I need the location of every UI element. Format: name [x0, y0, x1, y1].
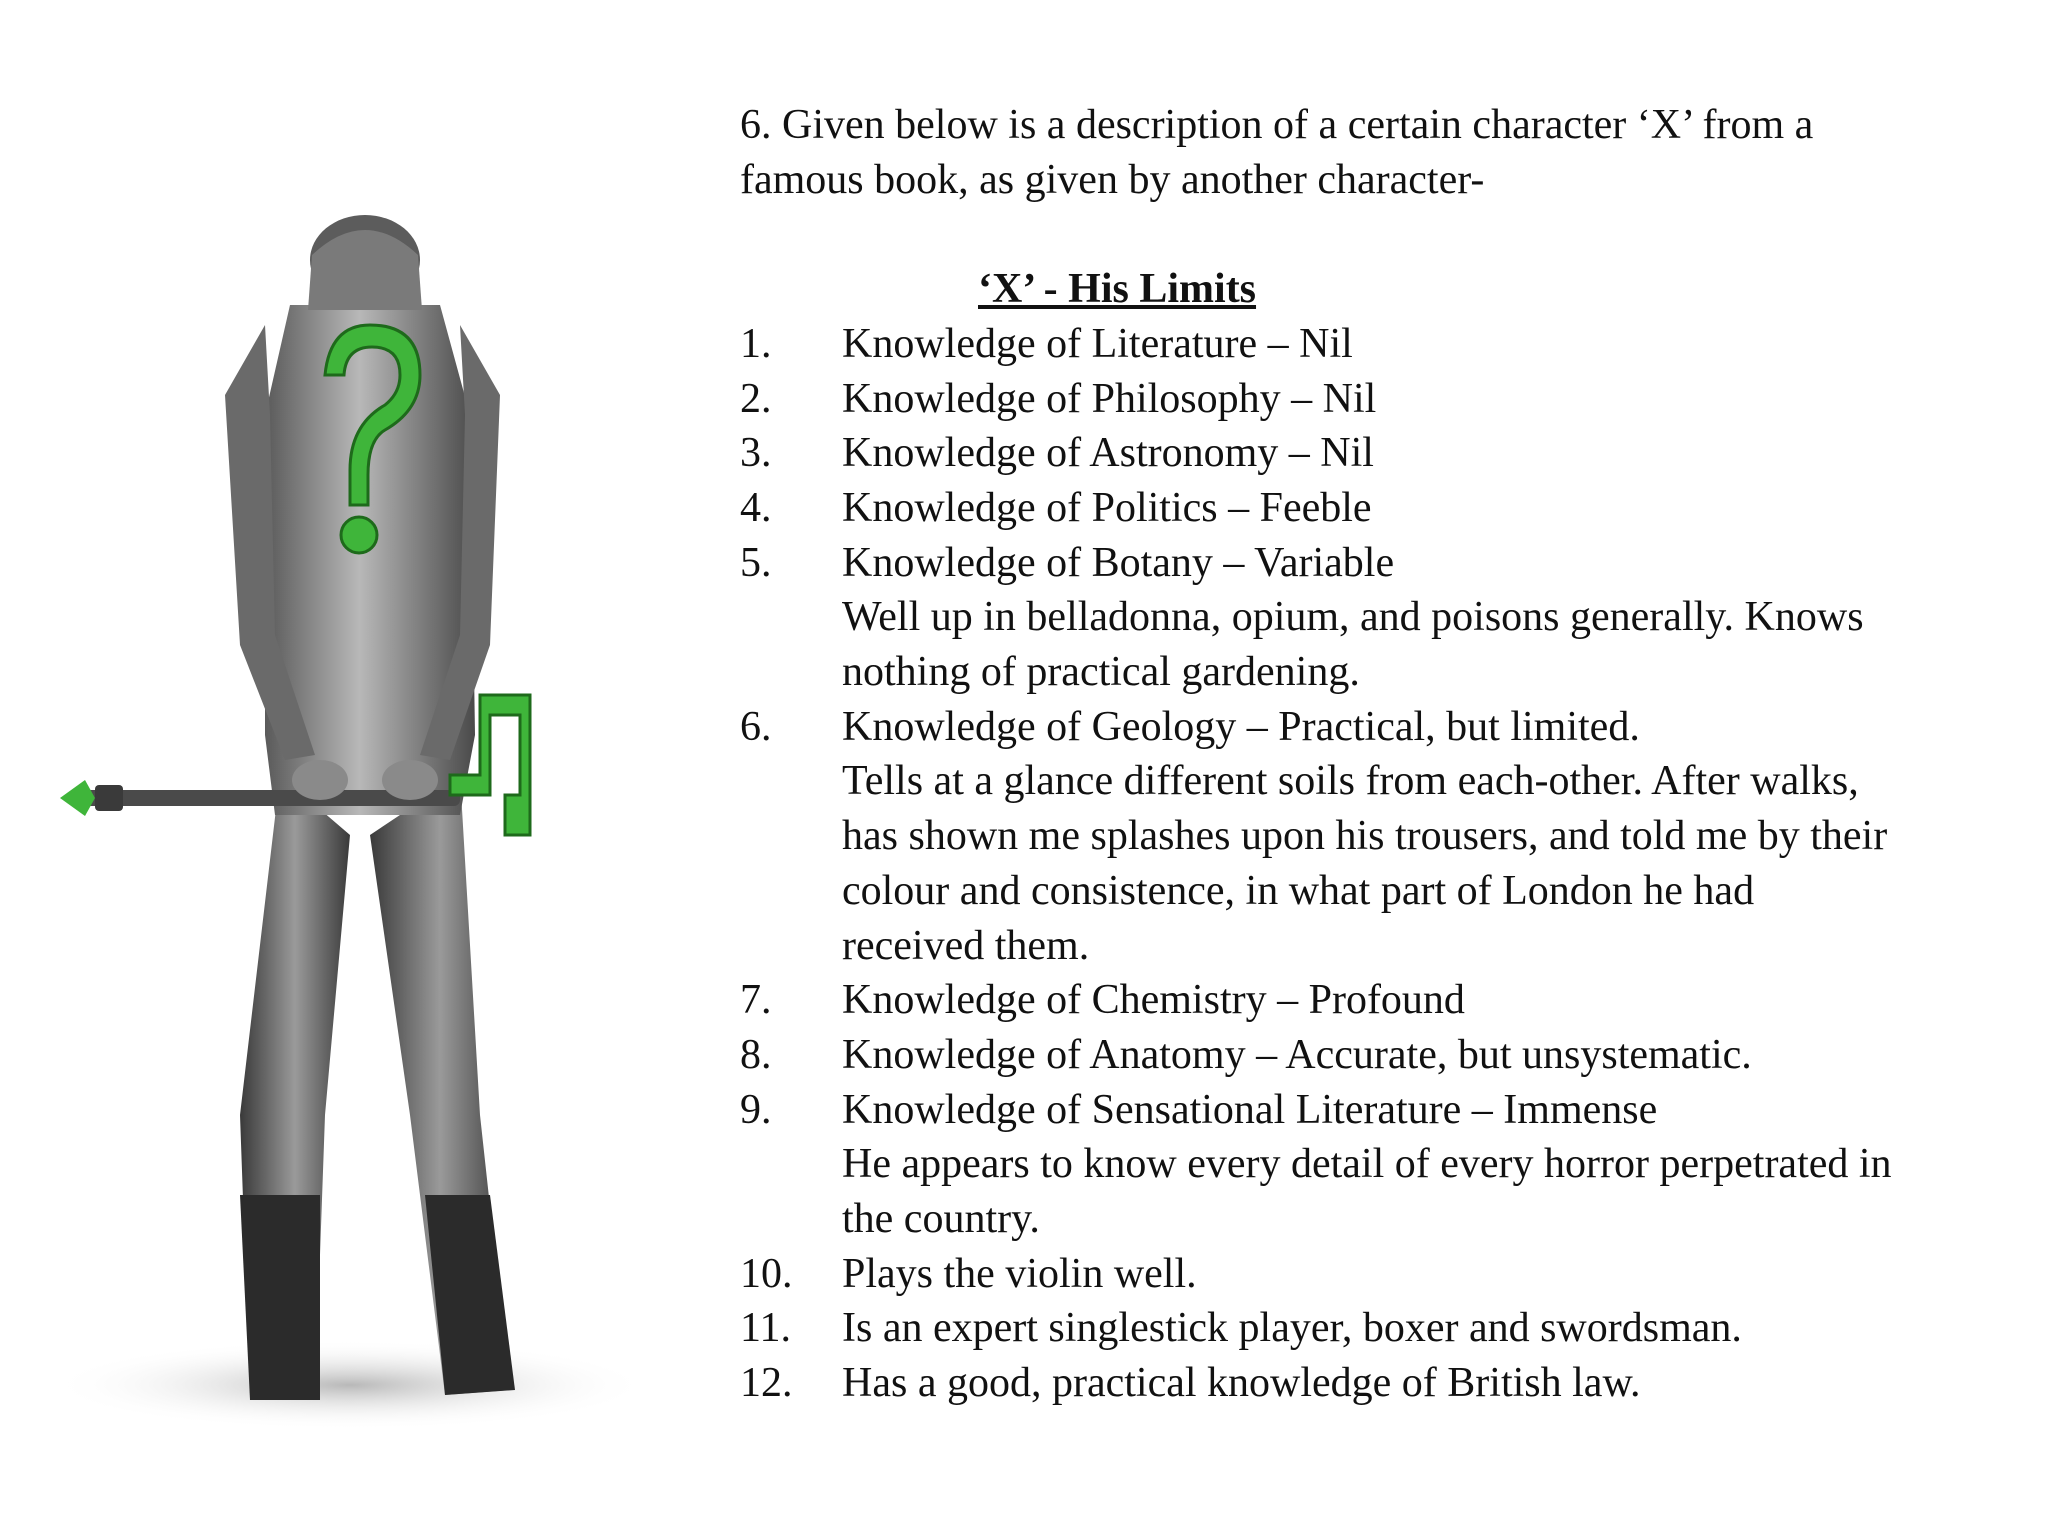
list-item-line: received them. — [842, 922, 1090, 969]
list-item-line: the country. — [842, 1196, 1040, 1243]
list-item-number: 8. — [740, 1031, 772, 1078]
list-item-number: 5. — [740, 539, 772, 586]
list-item-line: Is an expert singlestick player, boxer and swordsman. — [842, 1305, 1742, 1352]
list-item-text — [842, 1247, 2010, 1302]
list-item-text — [842, 1028, 2010, 1083]
list-item — [740, 372, 2010, 427]
list-item — [740, 426, 2010, 481]
section-heading: ‘X’ - His Limits — [978, 266, 1257, 313]
list-item — [740, 536, 2010, 700]
list-item-line: Knowledge of Sensational Literature – Immense — [842, 1086, 1658, 1133]
list-item-number: 7. — [740, 977, 772, 1024]
list-item-text — [842, 481, 2010, 536]
list-item-number: 4. — [740, 484, 772, 531]
list-item — [740, 973, 2010, 1028]
question-intro — [740, 98, 2010, 207]
list-item-line: He appears to know every detail of every horror perpetrated in — [842, 1141, 1892, 1188]
list-item-line: Knowledge of Astronomy – Nil — [842, 430, 1374, 477]
riddler-figure-illustration — [50, 215, 650, 1435]
list-item — [740, 1301, 2010, 1356]
list-item-number: 1. — [740, 320, 772, 367]
intro-line-1: 6. Given below is a description of a certain character ‘X’ from a — [740, 102, 1814, 148]
list-item-number: 10. — [740, 1250, 793, 1297]
list-item-text — [842, 700, 2010, 974]
list-item-text — [842, 426, 2010, 481]
list-item-text — [842, 1083, 2010, 1247]
list-item-line: Knowledge of Chemistry – Profound — [842, 977, 1465, 1024]
limits-list — [740, 317, 2010, 1411]
list-item-line: Knowledge of Politics – Feeble — [842, 484, 1372, 531]
list-item-line: Knowledge of Literature – Nil — [842, 320, 1353, 367]
list-item — [740, 1356, 2010, 1411]
list-item-line: Knowledge of Anatomy – Accurate, but unsystematic. — [842, 1031, 1752, 1078]
list-item-number: 3. — [740, 430, 772, 477]
list-item — [740, 1028, 2010, 1083]
list-item-line: nothing of practical gardening. — [842, 649, 1360, 696]
list-item-line: Knowledge of Philosophy – Nil — [842, 375, 1377, 422]
list-item — [740, 317, 2010, 372]
intro-line-2: famous book, as given by another character- — [740, 156, 1485, 203]
list-item — [740, 1247, 2010, 1302]
list-item — [740, 481, 2010, 536]
list-item-line: Knowledge of Botany – Variable — [842, 539, 1395, 586]
list-item-text — [842, 372, 2010, 427]
question-text — [740, 98, 2010, 1411]
list-item-text — [842, 317, 2010, 372]
list-item-number: 12. — [740, 1360, 793, 1407]
list-item-line: Has a good, practical knowledge of British law. — [842, 1360, 1641, 1407]
list-item-text — [842, 536, 2010, 700]
list-item-number: 11. — [740, 1305, 791, 1352]
list-item-text — [842, 973, 2010, 1028]
list-item-number: 9. — [740, 1086, 772, 1133]
list-item-text — [842, 1356, 2010, 1411]
list-item-line: Knowledge of Geology – Practical, but limited. — [842, 703, 1640, 750]
list-item-line: colour and consistence, in what part of London he had — [842, 867, 1755, 914]
list-item-line: has shown me splashes upon his trousers, and told me by their — [842, 813, 1888, 860]
list-item — [740, 1083, 2010, 1247]
list-item-line: Well up in belladonna, opium, and poisons generally. Knows — [842, 594, 1864, 641]
list-item-number: 6. — [740, 703, 772, 750]
list-item-line: Plays the violin well. — [842, 1250, 1197, 1297]
list-item-number: 2. — [740, 375, 772, 422]
list-item-text — [842, 1301, 2010, 1356]
list-item — [740, 700, 2010, 974]
list-item-line: Tells at a glance different soils from each-other. After walks, — [842, 758, 1859, 805]
